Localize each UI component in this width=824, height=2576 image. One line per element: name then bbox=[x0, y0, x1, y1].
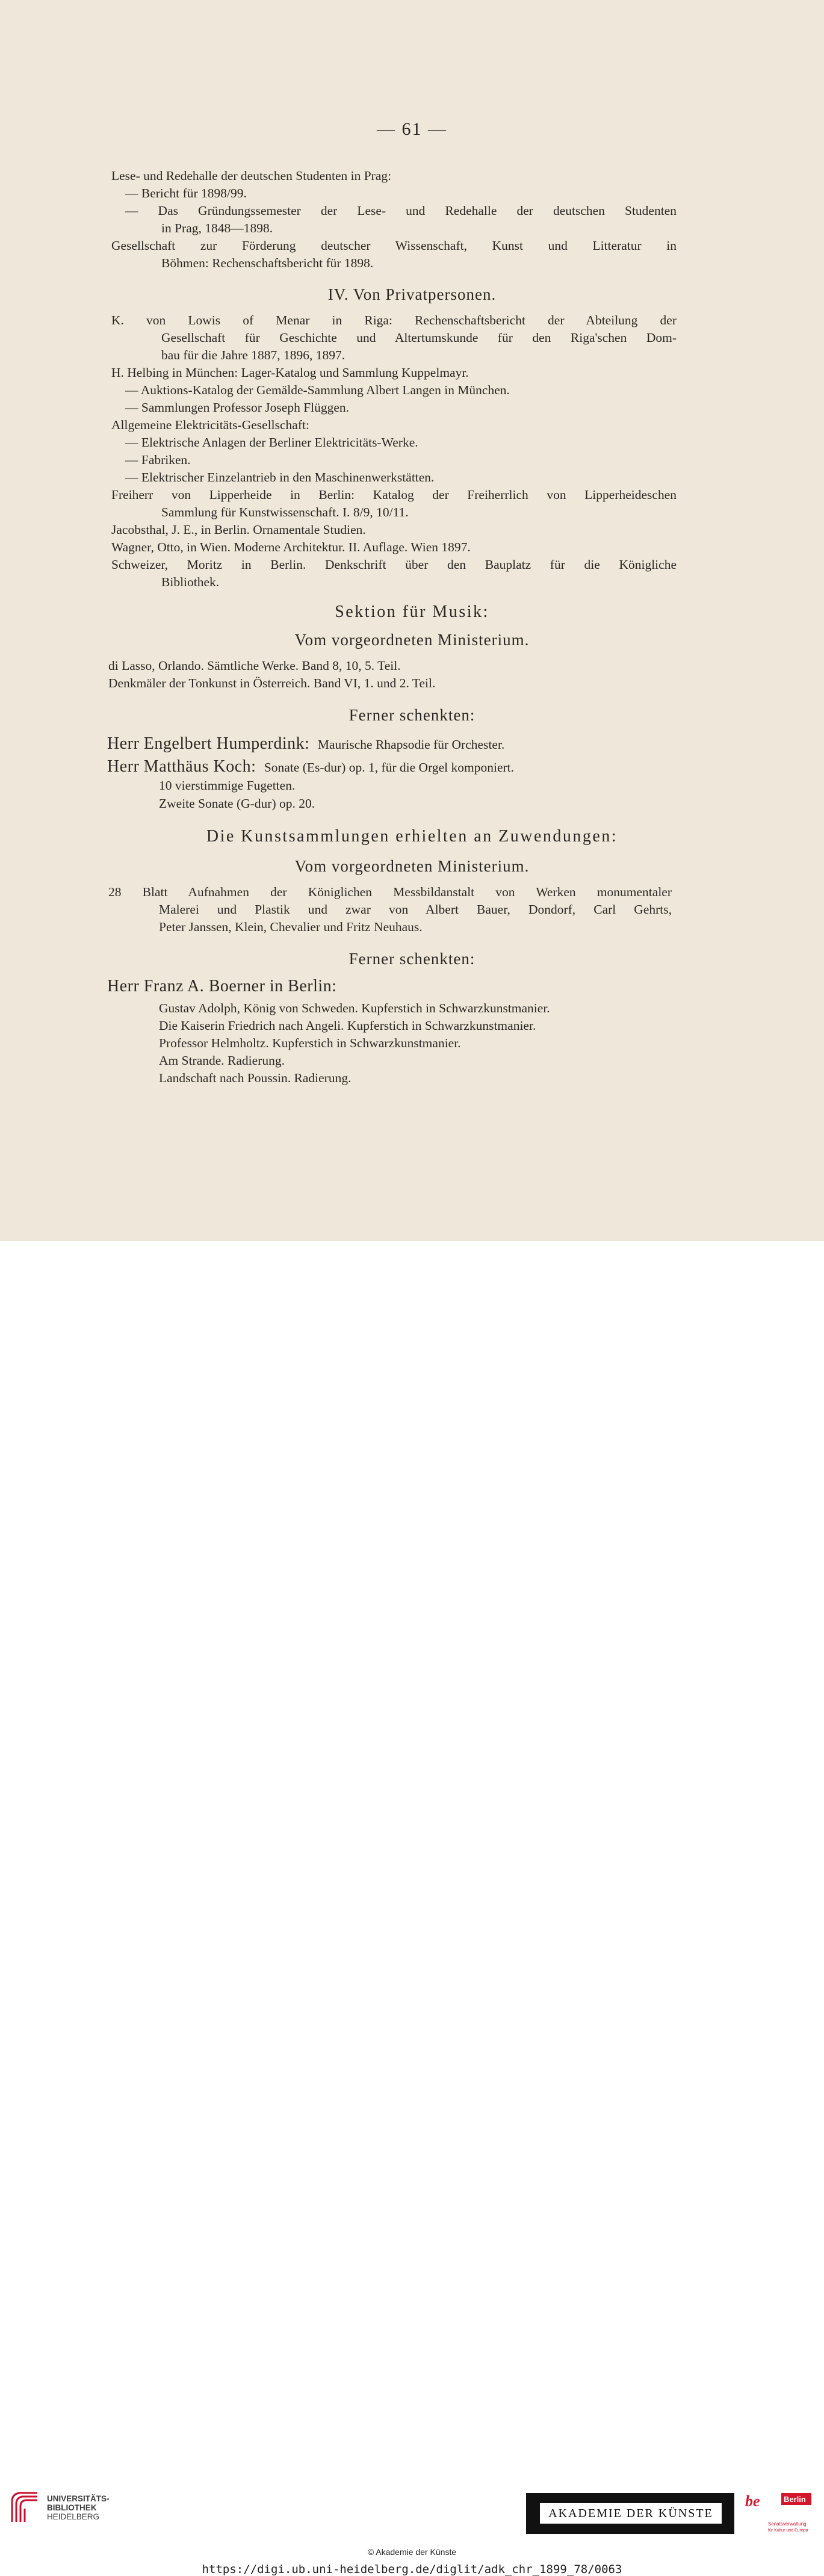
text-line: Am Strande. Radierung. bbox=[159, 1053, 285, 1068]
text-line: Zweite Sonate (G-dur) op. 20. bbox=[159, 796, 315, 811]
text-line: Lese- und Redehalle der deutschen Studenten in Prag: bbox=[111, 169, 392, 183]
library-line: HEIDELBERG bbox=[47, 2512, 100, 2521]
text-line: Professor Helmholtz. Kupferstich in Schwarzkunstmanier. bbox=[159, 1036, 461, 1050]
text-line: Gesellschaft für Geschichte und Altertumskunde für den Riga'schen Dom- bbox=[161, 330, 677, 345]
text-line: Schweizer, Moritz in Berlin. Denkschrift über den Bauplatz für die Königliche bbox=[111, 557, 677, 572]
text-line: — Elektrische Anlagen der Berliner Elektricitäts-Werke. bbox=[125, 435, 418, 450]
copyright-notice: © Akademie der Künste bbox=[367, 2547, 457, 2557]
text-line: 10 vierstimmige Fugetten. bbox=[159, 778, 296, 793]
text-line: H. Helbing in München: Lager-Katalog und Sammlung Kuppelmayr. bbox=[111, 365, 469, 380]
university-library-name[interactable] bbox=[47, 2494, 110, 2521]
donor-name: Herr Engelbert Humperdink: bbox=[107, 734, 310, 753]
text-line: Wagner, Otto, in Wien. Moderne Architektur. II. Auflage. Wien 1897. bbox=[111, 540, 471, 554]
permalink-url[interactable]: https://digi.ub.uni-heidelberg.de/diglit/adk_chr_1899_78/0063 bbox=[202, 2563, 622, 2576]
berlin-logo-word: Berlin bbox=[784, 2495, 806, 2504]
scanned-page bbox=[0, 0, 824, 1241]
donation-title: Sonate (Es-dur) op. 1, für die Orgel komponiert. bbox=[264, 760, 514, 775]
text-line: — Fabriken. bbox=[125, 453, 191, 467]
library-line: UNIVERSITÄTS- bbox=[47, 2494, 110, 2503]
section-heading: Die Kunstsammlungen erhielten an Zuwendungen: bbox=[206, 827, 618, 846]
text-line: Gesellschaft zur Förderung deutscher Wissenschaft, Kunst und Litteratur in bbox=[111, 238, 677, 253]
text-line: di Lasso, Orlando. Sämtliche Werke. Band 8, 10, 5. Teil. bbox=[108, 658, 401, 673]
text-line: Freiherr von Lipperheide in Berlin: Katalog der Freiherrlich von Lipperheideschen bbox=[111, 488, 677, 502]
text-line: Landschaft nach Poussin. Radierung. bbox=[159, 1071, 352, 1085]
berlin-senate-logo-icon[interactable] bbox=[744, 2491, 813, 2537]
donation-title: Maurische Rhapsodie für Orchester. bbox=[317, 737, 505, 752]
page-number: — 61 — bbox=[377, 119, 447, 139]
text-line: Bibliothek. bbox=[161, 575, 220, 589]
text-line: — Bericht für 1898/99. bbox=[125, 186, 247, 200]
akademie-label: AKADEMIE DER KÜNSTE bbox=[539, 2503, 722, 2524]
text-line: — Das Gründungssemester der Lese- und Redehalle der deutschen Studenten bbox=[125, 203, 677, 218]
text-line: — Elektrischer Einzelantrieb in den Maschinenwerkstätten. bbox=[125, 470, 435, 485]
text-line: Denkmäler der Tonkunst in Österreich. Band VI, 1. und 2. Teil. bbox=[108, 676, 436, 690]
subsection-heading: Ferner schenkten: bbox=[348, 706, 476, 724]
berlin-logo-sub: Senatsverwaltung bbox=[768, 2521, 807, 2527]
footer-bar bbox=[0, 1241, 824, 2576]
berlin-logo-be: be bbox=[745, 2492, 760, 2510]
section-heading: Sektion für Musik: bbox=[335, 602, 489, 621]
berlin-logo-sub: für Kultur und Europa bbox=[768, 2528, 808, 2533]
text-line: — Sammlungen Professor Joseph Flüggen. bbox=[125, 400, 350, 415]
text-line: K. von Lowis of Menar in Riga: Rechenschaftsbericht der Abteilung der bbox=[111, 313, 677, 327]
text-line: — Auktions-Katalog der Gemälde-Sammlung Albert Langen in München. bbox=[125, 383, 510, 397]
subsection-heading: Vom vorgeordneten Ministerium. bbox=[294, 857, 530, 875]
text-line: 28 Blatt Aufnahmen der Königlichen Messbildanstalt von Werken monumentaler bbox=[108, 885, 672, 899]
text-line: Sammlung für Kunstwissenschaft. I. 8/9, 10/11. bbox=[161, 505, 409, 519]
donor-name: Herr Matthäus Koch: bbox=[107, 757, 256, 776]
text-line: Böhmen: Rechenschaftsbericht für 1898. bbox=[161, 256, 374, 270]
section-heading: IV. Von Privatpersonen. bbox=[327, 285, 497, 303]
text-line: in Prag, 1848—1898. bbox=[161, 221, 273, 235]
text-line: Allgemeine Elektricitäts-Gesellschaft: bbox=[111, 418, 309, 432]
text-line: Jacobsthal, J. E., in Berlin. Ornamentale Studien. bbox=[111, 522, 366, 537]
subsection-heading: Vom vorgeordneten Ministerium. bbox=[294, 631, 530, 649]
text-line: Die Kaiserin Friedrich nach Angeli. Kupferstich in Schwarzkunstmanier. bbox=[159, 1018, 536, 1033]
donor-line bbox=[107, 758, 514, 775]
subsection-heading: Ferner schenkten: bbox=[348, 950, 476, 968]
university-library-logo-icon[interactable] bbox=[8, 2489, 41, 2524]
donor-line bbox=[107, 735, 504, 752]
text-line: Peter Janssen, Klein, Chevalier und Fritz Neuhaus. bbox=[159, 920, 423, 934]
text-line: Gustav Adolph, König von Schweden. Kupferstich in Schwarzkunstmanier. bbox=[159, 1001, 550, 1015]
text-line: Malerei und Plastik und zwar von Albert Bauer, Dondorf, Carl Gehrts, bbox=[159, 902, 672, 917]
library-line: BIBLIOTHEK bbox=[47, 2503, 97, 2512]
text-line: bau für die Jahre 1887, 1896, 1897. bbox=[161, 348, 345, 362]
donor-name: Herr Franz A. Boerner in Berlin: bbox=[107, 977, 337, 995]
